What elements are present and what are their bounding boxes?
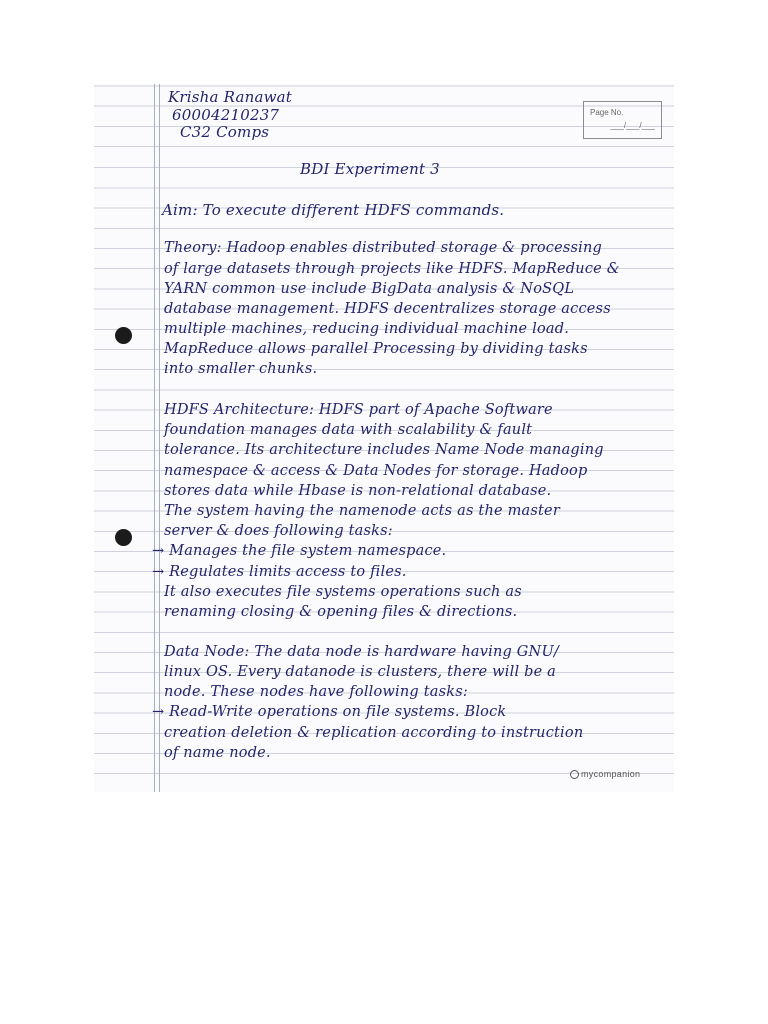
theory-line: multiple machines, reducing individual machine load. (164, 321, 570, 337)
architecture-line: namespace & access & Data Nodes for storage. Hadoop (164, 463, 588, 479)
datanode-line: Data Node: The data node is hardware having GNU/ (164, 644, 559, 660)
student-name: Krisha Ranawat (168, 88, 293, 106)
theory-line: Theory: Hadoop enables distributed storage & processing (164, 240, 602, 256)
page-no-label: Page No. (590, 108, 624, 117)
student-id: 60004210237 (172, 106, 280, 124)
page-date: ___/___/___ (610, 121, 655, 130)
architecture-line: It also executes file systems operations such as (164, 584, 522, 600)
datanode-line: linux OS. Every datanode is clusters, there will be a (164, 664, 557, 680)
theory-line: database management. HDFS decentralizes storage access (164, 301, 611, 317)
architecture-line: The system having the namenode acts as the master (164, 503, 560, 519)
architecture-line: stores data while Hbase is non-relational database. (164, 483, 552, 499)
student-class: C32 Comps (180, 123, 270, 141)
datanode-line: of name node. (164, 745, 271, 761)
theory-line: into smaller chunks. (164, 361, 318, 377)
companion-logo-icon (570, 770, 579, 779)
margin-line (154, 84, 155, 792)
architecture-line: foundation manages data with scalability & fault (164, 422, 533, 438)
architecture-line: HDFS Architecture: HDFS part of Apache Software (164, 402, 553, 418)
aim-line: Aim: To execute different HDFS commands. (162, 201, 505, 219)
architecture-bullet: → Regulates limits access to files. (152, 564, 407, 580)
architecture-line: renaming closing & opening files & directions. (164, 604, 518, 620)
theory-line: MapReduce allows parallel Processing by dividing tasks (164, 341, 588, 357)
brand-mark (570, 769, 640, 779)
datanode-line: creation deletion & replication according to instruction (164, 725, 584, 741)
architecture-bullet: → Manages the file system namespace. (152, 543, 447, 559)
datanode-bullet: → Read-Write operations on file systems. Block (152, 704, 507, 720)
punch-hole (115, 327, 132, 344)
margin-line (159, 84, 160, 792)
theory-line: of large datasets through projects like HDFS. MapReduce & (164, 261, 620, 277)
architecture-line: tolerance. Its architecture includes Name Node managing (164, 442, 604, 458)
page-number-box (583, 101, 662, 139)
architecture-line: server & does following tasks: (164, 523, 393, 539)
datanode-line: node. These nodes have following tasks: (164, 684, 468, 700)
brand-label: mycompanion (581, 769, 641, 779)
punch-hole (115, 529, 132, 546)
page-title: BDI Experiment 3 (300, 160, 440, 178)
theory-line: YARN common use include BigData analysis & NoSQL (164, 281, 575, 297)
